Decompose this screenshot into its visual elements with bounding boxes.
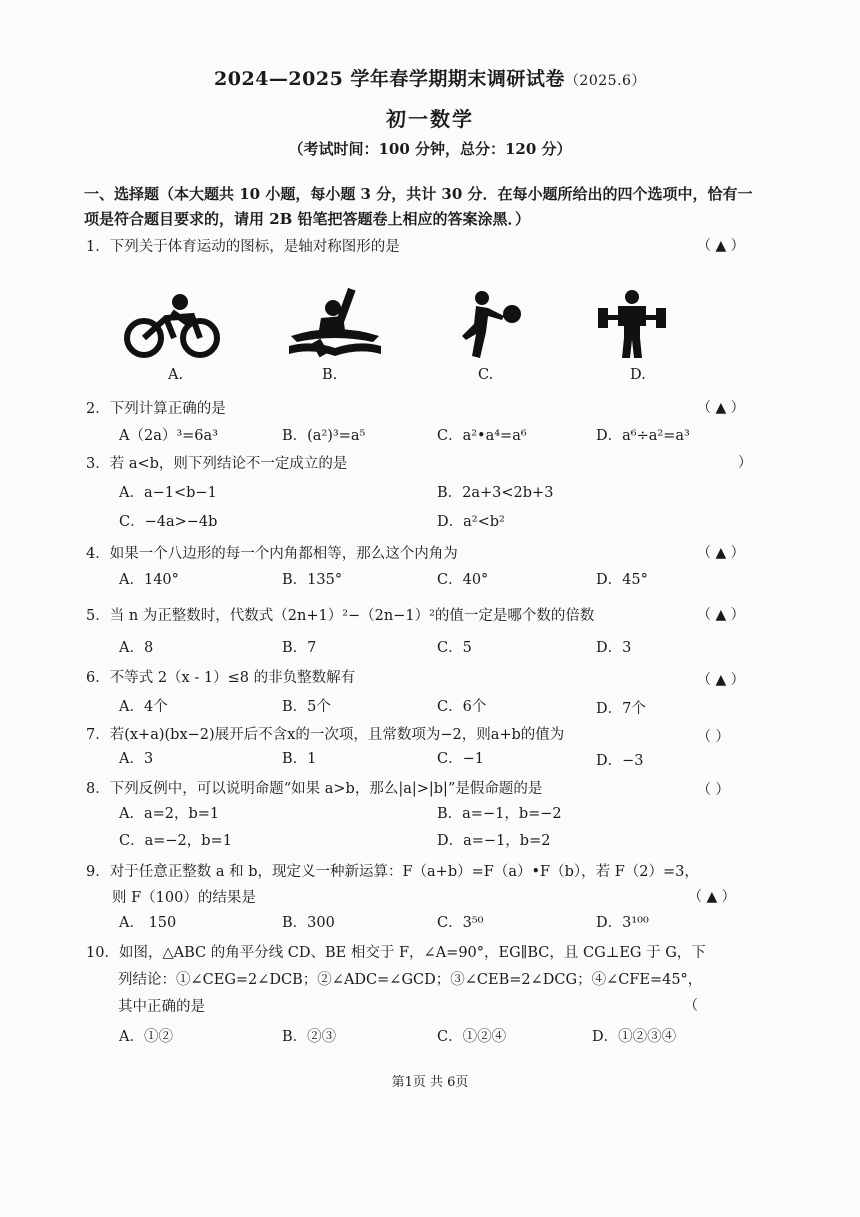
question-2-option-d: D．a⁶÷a²=a³	[596, 428, 690, 444]
question-3-mark: ）	[738, 455, 752, 471]
question-2-option-c: C．a²•a⁴=a⁶	[437, 428, 527, 444]
question-9-option-b: B．300	[282, 915, 335, 931]
subject-title: 初一数学	[386, 107, 474, 131]
question-10-option-b: B．②③	[282, 1029, 337, 1045]
question-6-option-d: D．7个	[596, 701, 646, 717]
question-1-option-d: D.	[630, 367, 646, 383]
question-1-option-a: A.	[168, 367, 184, 383]
question-4-option-d: D．45°	[596, 572, 648, 588]
question-5-mark: （ ▲ ）	[697, 607, 745, 623]
question-8-text: 8．下列反例中，可以说明命题“如果 a>b，那么|a|>|b|”是假命题的是	[86, 781, 543, 797]
question-9-option-a: A． 150	[119, 915, 177, 931]
question-9-option-d: D．3¹⁰⁰	[596, 915, 649, 931]
question-4-option-b: B．135°	[282, 572, 343, 588]
question-8-option-c: C．a=−2，b=1	[119, 833, 232, 849]
question-6-text: 6．不等式 2（x - 1）≤8 的非负整数解有	[86, 670, 356, 686]
question-7-mark: （ ）	[697, 729, 730, 745]
question-3-option-b: B．2a+3<2b+3	[437, 485, 554, 501]
question-2-mark: （ ▲ ）	[697, 400, 745, 416]
question-3-text: 3．若 a<b，则下列结论不一定成立的是	[86, 456, 348, 472]
question-4-option-c: C．40°	[437, 572, 489, 588]
question-9-text-line2: 则 F（100）的结果是	[112, 890, 256, 906]
question-5-option-b: B．7	[282, 640, 317, 656]
page-footer: 第1页 共 6页	[391, 1075, 469, 1090]
question-4-option-a: A．140°	[119, 572, 179, 588]
question-8-option-b: B．a=−1，b=−2	[437, 806, 562, 822]
question-9-text: 9．对于任意正整数 a 和 b，现定义一种新运算：F（a+b）=F（a）•F（b），若 F（2）=3，	[86, 864, 699, 880]
question-4-mark: （ ▲ ）	[697, 545, 745, 561]
question-1-option-b: B.	[322, 367, 338, 383]
question-2-option-b: B．(a²)³=a⁵	[282, 428, 366, 444]
exam-title	[0, 64, 860, 91]
exam-info: （考试时间：100 分钟，总分：120 分）	[288, 140, 572, 158]
question-6-mark: （ ▲ ）	[697, 672, 745, 688]
question-8-option-d: D．a=−1，b=2	[437, 833, 551, 849]
question-5-text: 5．当 n 为正整数时，代数式（2n+1）²−（2n−1）²的值一定是哪个数的倍数	[86, 608, 595, 624]
title-main: 2024—2025 学年春学期期末调研试卷	[214, 68, 565, 90]
question-2-option-a: A（2a）³=6a³	[119, 428, 218, 444]
question-3-option-c: C．−4a>−4b	[119, 514, 218, 530]
question-9-option-c: C．3⁵⁰	[437, 915, 484, 931]
question-2-text: 2．下列计算正确的是	[86, 401, 226, 417]
question-6-option-c: C．6个	[437, 699, 487, 715]
question-5-option-d: D．3	[596, 640, 632, 656]
question-3-option-d: D．a²<b²	[437, 514, 505, 530]
question-1-mark: （ ▲ ）	[697, 238, 745, 254]
ball-thrower-icon	[456, 290, 526, 360]
question-10-option-d: D．①②③④	[592, 1029, 677, 1045]
question-1-option-c: C.	[478, 367, 494, 383]
question-1-text: 1．下列关于体育运动的图标，是轴对称图形的是	[86, 239, 400, 255]
kayaker-icon	[285, 286, 385, 358]
question-9-mark: （ ▲ ）	[688, 889, 736, 905]
question-10-mark: （	[684, 998, 698, 1014]
question-8-mark: （ ）	[697, 782, 730, 798]
question-10-option-a: A．①②	[119, 1029, 173, 1045]
question-7-option-c: C．−1	[437, 751, 484, 767]
question-5-option-c: C．5	[437, 640, 472, 656]
question-6-option-a: A．4个	[119, 699, 168, 715]
cyclist-icon	[122, 292, 222, 360]
question-7-option-b: B．1	[282, 751, 317, 767]
question-10-text-line3: 其中正确的是	[118, 999, 205, 1015]
question-10-text: 10．如图，△ABC 的角平分线 CD、BE 相交于 F，∠A=90°，EG∥BC，且 CG⊥EG 于 G，下	[86, 945, 706, 961]
section-heading: 一、选择题（本大题共 10 小题，每小题 3 分，共计 30 分．在每小题所给出的四个选项中，恰有一项是符合题目要求的，请用 2B 铅笔把答题卷上相应的答案涂黑．）	[84, 185, 753, 228]
question-8-option-a: A．a=2，b=1	[119, 806, 220, 822]
question-7-option-d: D．−3	[596, 753, 644, 769]
question-10-text-line2: 列结论：①∠CEG=2∠DCB；②∠ADC=∠GCD；③∠CEB=2∠DCG；④∠CFE=45°，	[118, 972, 703, 988]
question-6-option-b: B．5个	[282, 699, 331, 715]
question-3-option-a: A．a−1<b−1	[119, 485, 217, 501]
weightlifter-icon	[594, 290, 670, 358]
question-10-option-c: C．①②④	[437, 1029, 507, 1045]
question-5-option-a: A．8	[119, 640, 154, 656]
question-7-text: 7．若(x+a)(bx−2)展开后不含x的一次项，且常数项为−2，则a+b的值为	[86, 727, 565, 743]
title-date: （2025.6）	[564, 73, 646, 89]
question-4-text: 4．如果一个八边形的每一个内角都相等，那么这个内角为	[86, 546, 458, 562]
question-7-option-a: A．3	[119, 751, 154, 767]
